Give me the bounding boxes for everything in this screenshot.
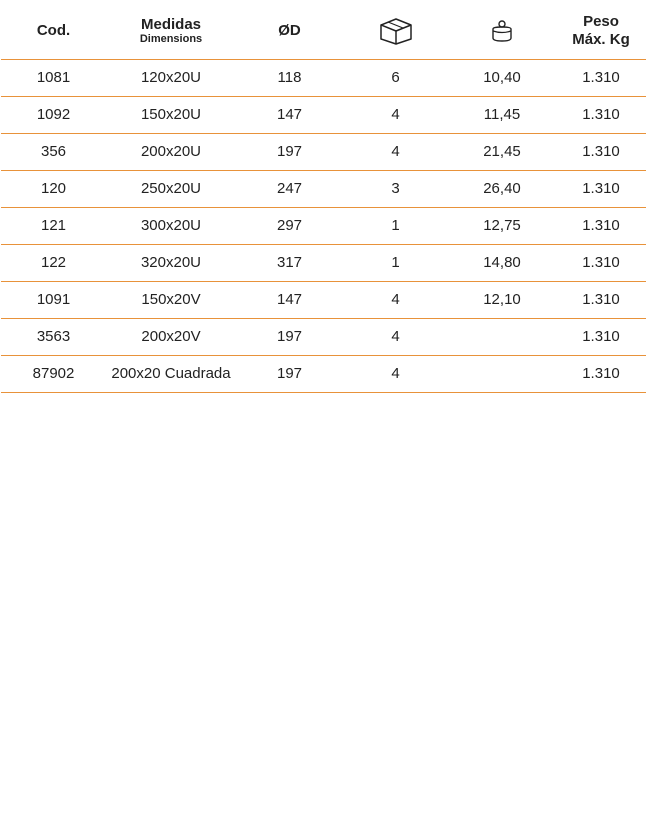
cell-measures: 250x20U (140, 180, 202, 198)
cell-measures: 120x20U (140, 69, 202, 87)
header-diameter: ØD (278, 21, 301, 39)
header-box (343, 14, 448, 46)
cell-measures: 150x20U (140, 106, 202, 124)
table-row (1, 356, 646, 393)
cell-diameter: 317 (276, 254, 303, 272)
cell-diameter: 197 (276, 365, 303, 383)
cell-code: 122 (40, 254, 67, 272)
table-row (1, 282, 646, 319)
cell-weight: 10,40 (483, 69, 521, 87)
header-max-weight-line2: Máx. Kg (572, 30, 630, 48)
table-header (1, 0, 646, 60)
cell-box: 6 (391, 69, 400, 87)
table-row (1, 319, 646, 356)
table-row (1, 97, 646, 134)
cell-box: 4 (391, 291, 400, 309)
cell-max-weight: 1.310 (582, 143, 620, 161)
header-max-weight-line1: Peso (583, 13, 619, 31)
cell-max-weight: 1.310 (582, 180, 620, 198)
cell-max-weight: 1.310 (582, 291, 620, 309)
cell-code: 1092 (36, 106, 71, 124)
cell-measures: 320x20U (140, 254, 202, 272)
table-row (1, 171, 646, 208)
header-measures (106, 14, 236, 46)
cell-box: 4 (391, 365, 400, 383)
box-icon (378, 16, 414, 46)
cell-box: 3 (391, 180, 400, 198)
table-row (1, 60, 646, 97)
cell-code: 356 (40, 143, 67, 161)
cell-measures: 300x20U (140, 217, 202, 235)
cell-box: 1 (391, 217, 400, 235)
header-weight (448, 16, 556, 44)
cell-diameter: 197 (276, 328, 303, 346)
cell-measures: 200x20 Cuadrada (111, 365, 231, 383)
cell-box: 4 (391, 143, 400, 161)
cell-diameter: 247 (276, 180, 303, 198)
cell-weight: 14,80 (483, 254, 521, 272)
cell-code: 87902 (32, 365, 75, 383)
table-row (1, 208, 646, 245)
cell-code: 1081 (36, 69, 71, 87)
table-row (1, 134, 646, 171)
cell-box: 4 (391, 106, 400, 124)
cell-code: 3563 (36, 328, 71, 346)
cell-measures: 200x20V (141, 328, 201, 346)
cell-diameter: 297 (276, 217, 303, 235)
cell-diameter: 197 (276, 143, 303, 161)
product-table (1, 0, 646, 393)
cell-weight: 12,75 (483, 217, 521, 235)
cell-measures: 200x20U (140, 143, 202, 161)
cell-max-weight: 1.310 (582, 217, 620, 235)
header-measures-label: Medidas (140, 15, 201, 33)
weight-icon (489, 18, 515, 44)
table-row (1, 245, 646, 282)
cell-diameter: 147 (276, 106, 303, 124)
header-measures-sub: Dimensions (139, 32, 203, 45)
cell-max-weight: 1.310 (582, 69, 620, 87)
cell-code: 1091 (36, 291, 71, 309)
cell-weight: 11,45 (483, 106, 521, 124)
cell-max-weight: 1.310 (582, 328, 620, 346)
cell-max-weight: 1.310 (582, 254, 620, 272)
cell-weight: 12,10 (483, 291, 521, 309)
cell-max-weight: 1.310 (582, 106, 620, 124)
cell-code: 121 (40, 217, 67, 235)
cell-box: 1 (391, 254, 400, 272)
cell-weight: 21,45 (483, 143, 521, 161)
cell-weight: 26,40 (483, 180, 521, 198)
cell-max-weight: 1.310 (582, 365, 620, 383)
cell-box: 4 (391, 328, 400, 346)
header-code: Cod. (36, 21, 71, 39)
cell-code: 120 (40, 180, 67, 198)
cell-measures: 150x20V (141, 291, 201, 309)
cell-diameter: 118 (277, 69, 302, 87)
header-max-weight (556, 11, 646, 48)
cell-diameter: 147 (276, 291, 303, 309)
